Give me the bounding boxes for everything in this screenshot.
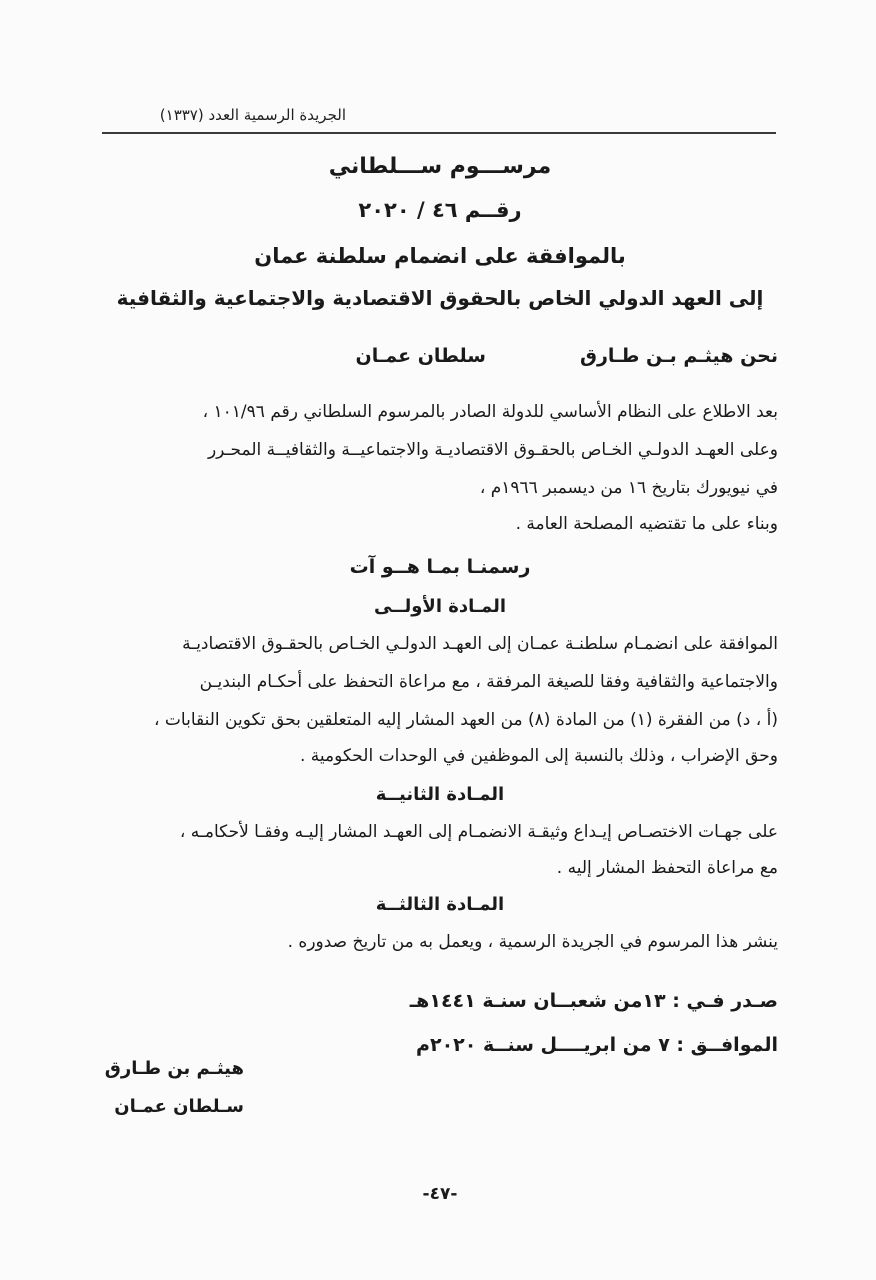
running-head: الجريدة الرسمية العدد (١٣٣٧) xyxy=(159,106,346,124)
signature-name: هيثـم بن طـارق xyxy=(104,1058,244,1079)
article-3-heading: المـادة الثالثــة xyxy=(375,894,505,915)
decree-subject-line-1: بالموافقة على انضمام سلطنة عمان xyxy=(254,244,626,268)
article-2-line: مع مراعاة التحفظ المشار إليه . xyxy=(556,858,778,878)
article-1-line: (أ ، د) من الفقرة (١) من المادة (٨) من العهد المشار إليه المتعلقين بحق تكوين النقابات ، xyxy=(154,710,778,730)
article-2-line: على جهـات الاختصـاص إيـداع وثيقـة الانضمـام إلى العهـد المشار إليـه وفقـا لأحكامـه ، xyxy=(179,822,778,842)
decree-title: مرســـوم ســـلطاني xyxy=(328,154,552,179)
article-1-heading: المـادة الأولــى xyxy=(373,596,507,617)
header-rule xyxy=(102,132,776,134)
article-1-line: وحق الإضراب ، وذلك بالنسبة إلى الموظفين في الوحدات الحكومية . xyxy=(299,746,778,766)
page-number: -٤٧- xyxy=(422,1184,458,1204)
issuer-name: نحن هيثـم بـن طـارق xyxy=(579,345,778,367)
signature-title: سـلطان عمـان xyxy=(114,1096,244,1117)
issuer-title: سلطان عمـان xyxy=(355,345,486,367)
article-3-line: ينشر هذا المرسوم في الجريدة الرسمية ، ويعمل به من تاريخ صدوره . xyxy=(287,932,778,952)
article-2-heading: المـادة الثانيــة xyxy=(375,784,505,805)
decree-subject-line-2: إلى العهد الدولي الخاص بالحقوق الاقتصادية والاجتماعية والثقافية xyxy=(116,286,764,310)
preamble-line: في نيويورك بتاريخ ١٦ من ديسمبر ١٩٦٦م ، xyxy=(479,478,778,498)
preamble-line: بعد الاطلاع على النظام الأساسي للدولة الصادر بالمرسوم السلطاني رقم ١٠١/٩٦ ، xyxy=(202,402,778,422)
preamble-line: وعلى العهـد الدولـي الخـاص بالحقـوق الاقتصاديـة والاجتماعيــة والثقافيــة المحـرر xyxy=(207,440,778,460)
preamble-line: وبناء على ما تقتضيه المصلحة العامة . xyxy=(515,514,778,534)
decree-number: رقــم ٤٦ / ٢٠٢٠ xyxy=(358,198,522,222)
article-1-line: الموافقة على انضمـام سلطنـة عمـان إلى العهـد الدولـي الخـاص بالحقـوق الاقتصاديـة xyxy=(182,634,778,654)
article-1-line: والاجتماعية والثقافية وفقا للصيغة المرفقة ، مع مراعاة التحفظ على أحكـام البنديـن xyxy=(199,672,778,692)
corresponding-date: الموافــق : ٧ من ابريــــل سنــة ٢٠٢٠م xyxy=(416,1034,778,1056)
decree-phrase: رسمنـا بمـا هــو آت xyxy=(349,556,531,578)
issue-date: صـدر فـي : ١٣من شعبــان سنـة ١٤٤١هـ xyxy=(409,990,778,1012)
